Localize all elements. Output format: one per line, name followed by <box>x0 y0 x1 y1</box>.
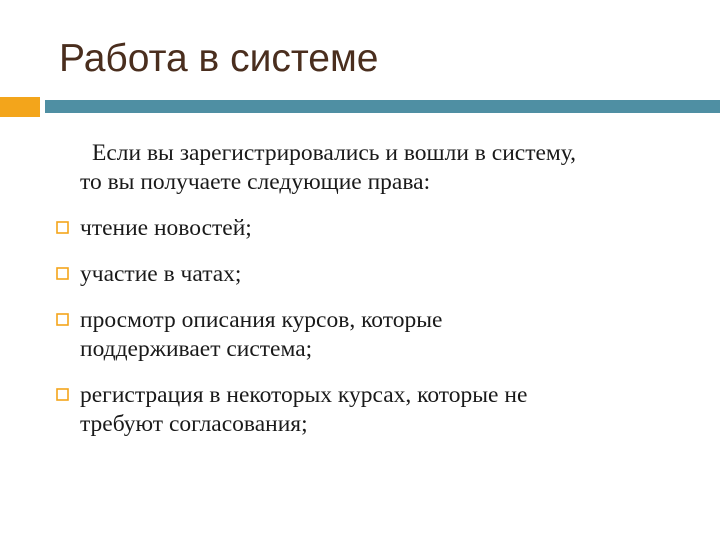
intro-line-1: Если вы зарегистрировались и вошли в систему, <box>92 140 577 166</box>
bullet-text-line-1: просмотр описания курсов, которые <box>80 307 443 333</box>
bullet-item-2 <box>56 260 706 289</box>
intro-paragraph <box>56 139 706 197</box>
bullet-text-line-1: регистрация в некоторых курсах, которые не <box>80 382 528 408</box>
bullet-text: участие в чатах; <box>80 261 242 287</box>
slide-body <box>56 139 706 456</box>
accent-bar <box>45 100 720 113</box>
accent-orange-block <box>0 97 40 117</box>
slide-title: Работа в системе <box>59 37 379 80</box>
bullet-text: чтение новостей; <box>80 215 252 241</box>
bullet-item-3 <box>56 306 706 364</box>
intro-line-2: то вы получаете следующие права: <box>80 169 431 195</box>
bullet-text-line-2: требуют согласования; <box>80 411 308 437</box>
bullet-item-1 <box>56 214 706 243</box>
bullet-text-line-2: поддерживает система; <box>80 336 313 362</box>
bullet-item-4 <box>56 381 706 439</box>
